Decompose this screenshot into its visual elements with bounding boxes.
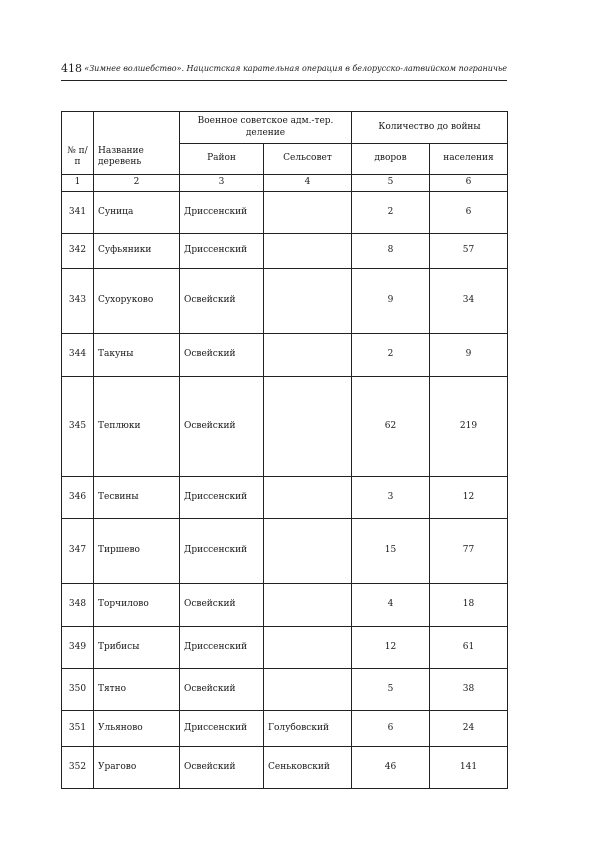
cell-name: Такуны — [94, 334, 180, 377]
cell-population: 6 — [430, 192, 508, 234]
cell-num: 349 — [62, 627, 94, 669]
cell-num: 343 — [62, 269, 94, 334]
table-body — [62, 192, 508, 789]
table-row — [62, 234, 508, 269]
cell-name: Трибисы — [94, 627, 180, 669]
cell-num: 352 — [62, 747, 94, 789]
cell-selsovet — [264, 192, 352, 234]
village-table — [61, 111, 508, 789]
cell-households: 6 — [352, 711, 430, 747]
table-row — [62, 669, 508, 711]
cell-num: 345 — [62, 377, 94, 477]
cell-households: 4 — [352, 584, 430, 627]
cell-name: Теплюки — [94, 377, 180, 477]
cell-district: Освейский — [180, 377, 264, 477]
table-row — [62, 519, 508, 584]
col-number: 3 — [180, 175, 264, 192]
table-row — [62, 627, 508, 669]
col-header-name: Название деревень — [94, 112, 180, 175]
cell-population: 77 — [430, 519, 508, 584]
table-row — [62, 747, 508, 789]
col-header-num: № п/п — [62, 112, 94, 175]
cell-households: 9 — [352, 269, 430, 334]
cell-households: 5 — [352, 669, 430, 711]
cell-name: Сухоруково — [94, 269, 180, 334]
table-row — [62, 377, 508, 477]
cell-population: 38 — [430, 669, 508, 711]
col-header-prewar-group: Количество до войны — [352, 112, 508, 144]
cell-num: 347 — [62, 519, 94, 584]
cell-district: Освейский — [180, 669, 264, 711]
cell-district: Дриссенский — [180, 477, 264, 519]
cell-selsovet — [264, 234, 352, 269]
cell-district: Освейский — [180, 747, 264, 789]
cell-population: 141 — [430, 747, 508, 789]
cell-population: 9 — [430, 334, 508, 377]
cell-households: 3 — [352, 477, 430, 519]
cell-num: 344 — [62, 334, 94, 377]
col-header-admin-group: Военное советское адм.-тер. деление — [180, 112, 352, 144]
cell-name: Тиршево — [94, 519, 180, 584]
cell-selsovet — [264, 669, 352, 711]
table-row — [62, 584, 508, 627]
col-number: 5 — [352, 175, 430, 192]
cell-district: Дриссенский — [180, 234, 264, 269]
col-header-households: дворов — [352, 144, 430, 175]
col-number: 4 — [264, 175, 352, 192]
col-number: 2 — [94, 175, 180, 192]
cell-name: Суница — [94, 192, 180, 234]
cell-num: 342 — [62, 234, 94, 269]
header-rule — [61, 80, 507, 81]
page-number: 418 — [61, 62, 82, 75]
cell-num: 350 — [62, 669, 94, 711]
cell-selsovet — [264, 377, 352, 477]
cell-selsovet — [264, 269, 352, 334]
cell-name: Торчилово — [94, 584, 180, 627]
cell-district: Освейский — [180, 334, 264, 377]
cell-population: 61 — [430, 627, 508, 669]
cell-selsovet — [264, 627, 352, 669]
cell-households: 62 — [352, 377, 430, 477]
table-row — [62, 269, 508, 334]
running-title: «Зимнее волшебство». Нацистская карательная операция в белорусско-латвийском пограничье — [84, 64, 507, 73]
table-row — [62, 477, 508, 519]
table-row — [62, 334, 508, 377]
cell-population: 34 — [430, 269, 508, 334]
cell-selsovet — [264, 477, 352, 519]
cell-num: 351 — [62, 711, 94, 747]
cell-num: 346 — [62, 477, 94, 519]
cell-population: 12 — [430, 477, 508, 519]
table-head — [62, 112, 508, 192]
cell-district: Дриссенский — [180, 192, 264, 234]
cell-population: 219 — [430, 377, 508, 477]
cell-selsovet — [264, 584, 352, 627]
cell-num: 341 — [62, 192, 94, 234]
page-header — [61, 60, 507, 78]
cell-name: Тесвины — [94, 477, 180, 519]
cell-selsovet: Голубовский — [264, 711, 352, 747]
cell-selsovet: Сеньковский — [264, 747, 352, 789]
cell-name: Суфьяники — [94, 234, 180, 269]
cell-selsovet — [264, 519, 352, 584]
table-row — [62, 192, 508, 234]
cell-num: 348 — [62, 584, 94, 627]
cell-name: Ульяново — [94, 711, 180, 747]
cell-selsovet — [264, 334, 352, 377]
cell-households: 12 — [352, 627, 430, 669]
cell-households: 2 — [352, 192, 430, 234]
cell-district: Дриссенский — [180, 519, 264, 584]
cell-name: Тятно — [94, 669, 180, 711]
cell-population: 18 — [430, 584, 508, 627]
cell-district: Освейский — [180, 584, 264, 627]
cell-households: 2 — [352, 334, 430, 377]
col-header-population: населения — [430, 144, 508, 175]
cell-households: 46 — [352, 747, 430, 789]
col-header-selsovet: Сельсовет — [264, 144, 352, 175]
cell-district: Дриссенский — [180, 711, 264, 747]
col-number: 6 — [430, 175, 508, 192]
col-number: 1 — [62, 175, 94, 192]
cell-district: Освейский — [180, 269, 264, 334]
cell-population: 57 — [430, 234, 508, 269]
cell-households: 15 — [352, 519, 430, 584]
cell-households: 8 — [352, 234, 430, 269]
cell-population: 24 — [430, 711, 508, 747]
col-header-district: Район — [180, 144, 264, 175]
cell-name: Урагово — [94, 747, 180, 789]
table-row — [62, 711, 508, 747]
cell-district: Дриссенский — [180, 627, 264, 669]
